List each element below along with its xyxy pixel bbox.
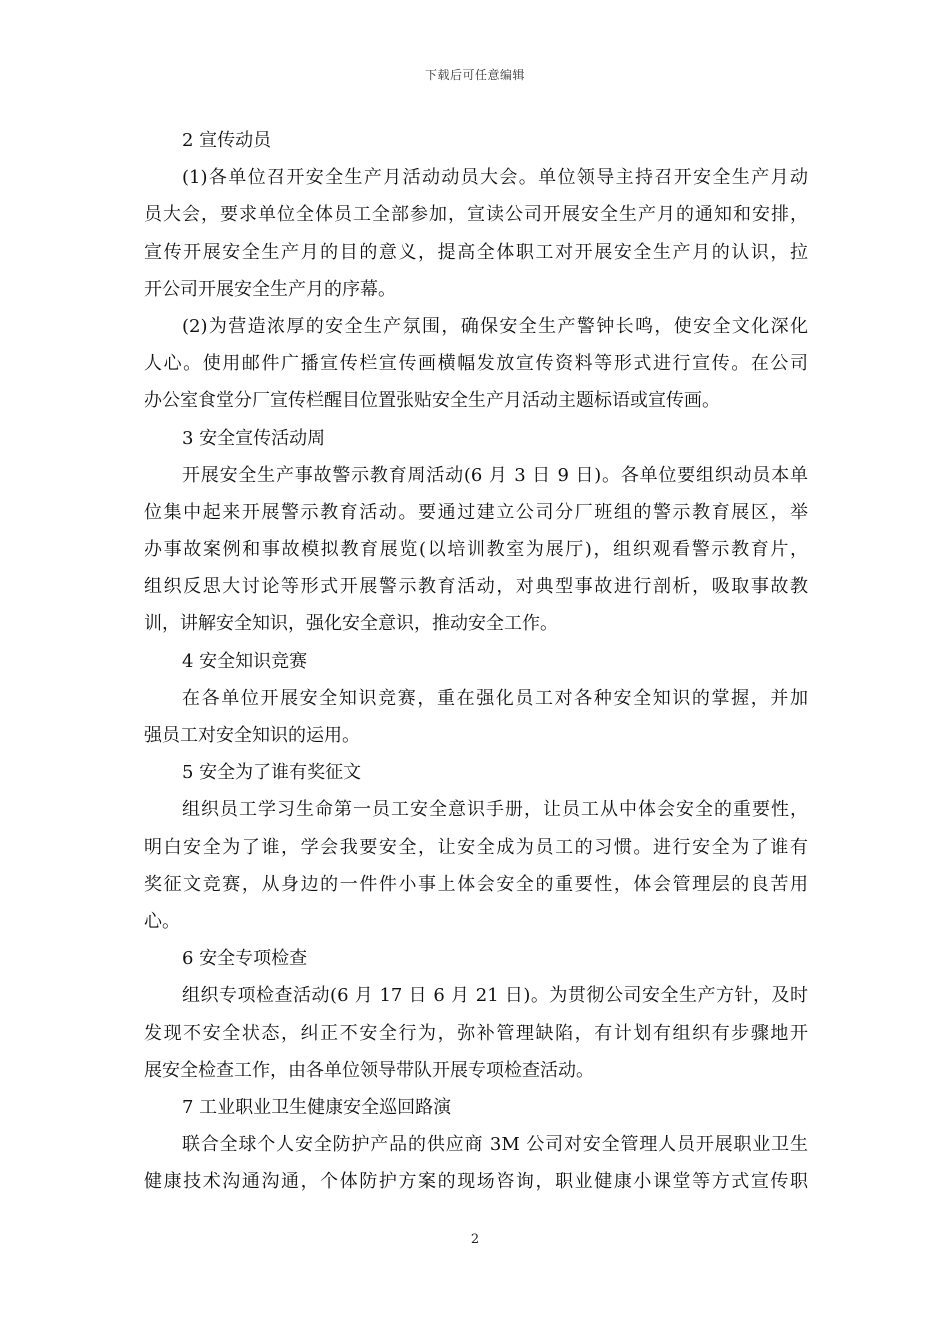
section-heading: 2 宣传动员 xyxy=(182,130,272,151)
section-heading: 6 安全专项检查 xyxy=(182,948,308,970)
paragraph-line: 开公司开展安全生产月的序幕。 xyxy=(144,278,396,300)
paragraph-line: 办事故案例和事故模拟教育展览(以培训教室为展厅)，组织观看警示教育片， xyxy=(144,539,808,561)
paragraph-line: 健康技术沟通沟通，个体防护方案的现场咨询，职业健康小课堂等方式宣传职 xyxy=(144,1171,808,1193)
section-heading: 7 工业职业卫生健康安全巡回路演 xyxy=(182,1096,452,1118)
paragraph-line: 人心。使用邮件广播宣传栏宣传画横幅发放宣传资料等形式进行宣传。在公司 xyxy=(144,353,808,375)
paragraph-line: 奖征文竞赛，从身边的一件件小事上体会安全的重要性，体会管理层的良苦用 xyxy=(144,873,808,895)
paragraph-line: (2)为营造浓厚的安全生产氛围，确保安全生产警钟长鸣，使安全文化深化 xyxy=(182,315,808,337)
document-body xyxy=(144,122,808,1200)
paragraph-line: 在各单位开展安全知识竞赛，重在强化员工对各种安全知识的掌握，并加 xyxy=(182,687,808,709)
paragraph-line: 明白安全为了谁，学会我要安全，让安全成为员工的习惯。进行安全为了谁有 xyxy=(144,836,808,858)
paragraph-line: 训，讲解安全知识，强化安全意识，推动安全工作。 xyxy=(144,613,558,635)
paragraph-line: 员大会，要求单位全体员工全部参加，宣读公司开展安全生产月的通知和安排， xyxy=(144,204,808,226)
section-heading: 5 安全为了谁有奖征文 xyxy=(182,762,362,784)
paragraph-line: 位集中起来开展警示教育活动。要通过建立公司分厂班组的警示教育展区，举 xyxy=(144,501,808,523)
paragraph-line: 联合全球个人安全防护产品的供应商 3M 公司对安全管理人员开展职业卫生 xyxy=(182,1134,808,1156)
paragraph-line: 展安全检查工作，由各单位领导带队开展专项检查活动。 xyxy=(144,1059,594,1081)
paragraph-line: 组织员工学习生命第一员工安全意识手册，让员工从中体会安全的重要性， xyxy=(182,799,808,821)
page-number: 2 xyxy=(470,1232,480,1247)
paragraph-line: 办公室食堂分厂宣传栏醒目位置张贴安全生产月活动主题标语或宣传画。 xyxy=(144,390,720,412)
page-header-note: 下载后可任意编辑 xyxy=(424,68,525,82)
section-heading: 3 安全宣传活动周 xyxy=(182,427,326,449)
paragraph-line: 强员工对安全知识的运用。 xyxy=(144,725,360,746)
paragraph-line: 组织专项检查活动(6 月 17 日 6 月 21 日)。为贯彻公司安全生产方针，及时 xyxy=(182,985,808,1007)
paragraph-line: 开展安全生产事故警示教育周活动(6 月 3 日 9 日)。各单位要组织动员本单 xyxy=(182,464,808,486)
paragraph-line: 组织反思大讨论等形式开展警示教育活动，对典型事故进行剖析，吸取事故教 xyxy=(144,576,808,598)
paragraph-line: 宣传开展安全生产月的目的意义，提高全体职工对开展安全生产月的认识，拉 xyxy=(144,241,808,263)
paragraph-line: 心。 xyxy=(144,910,180,932)
paragraph-line: 发现不安全状态，纠正不安全行为，弥补管理缺陷，有计划有组织有步骤地开 xyxy=(144,1022,808,1044)
section-heading: 4 安全知识竞赛 xyxy=(182,650,308,672)
paragraph-line: (1)各单位召开安全生产月活动动员大会。单位领导主持召开安全生产月动 xyxy=(182,167,808,189)
